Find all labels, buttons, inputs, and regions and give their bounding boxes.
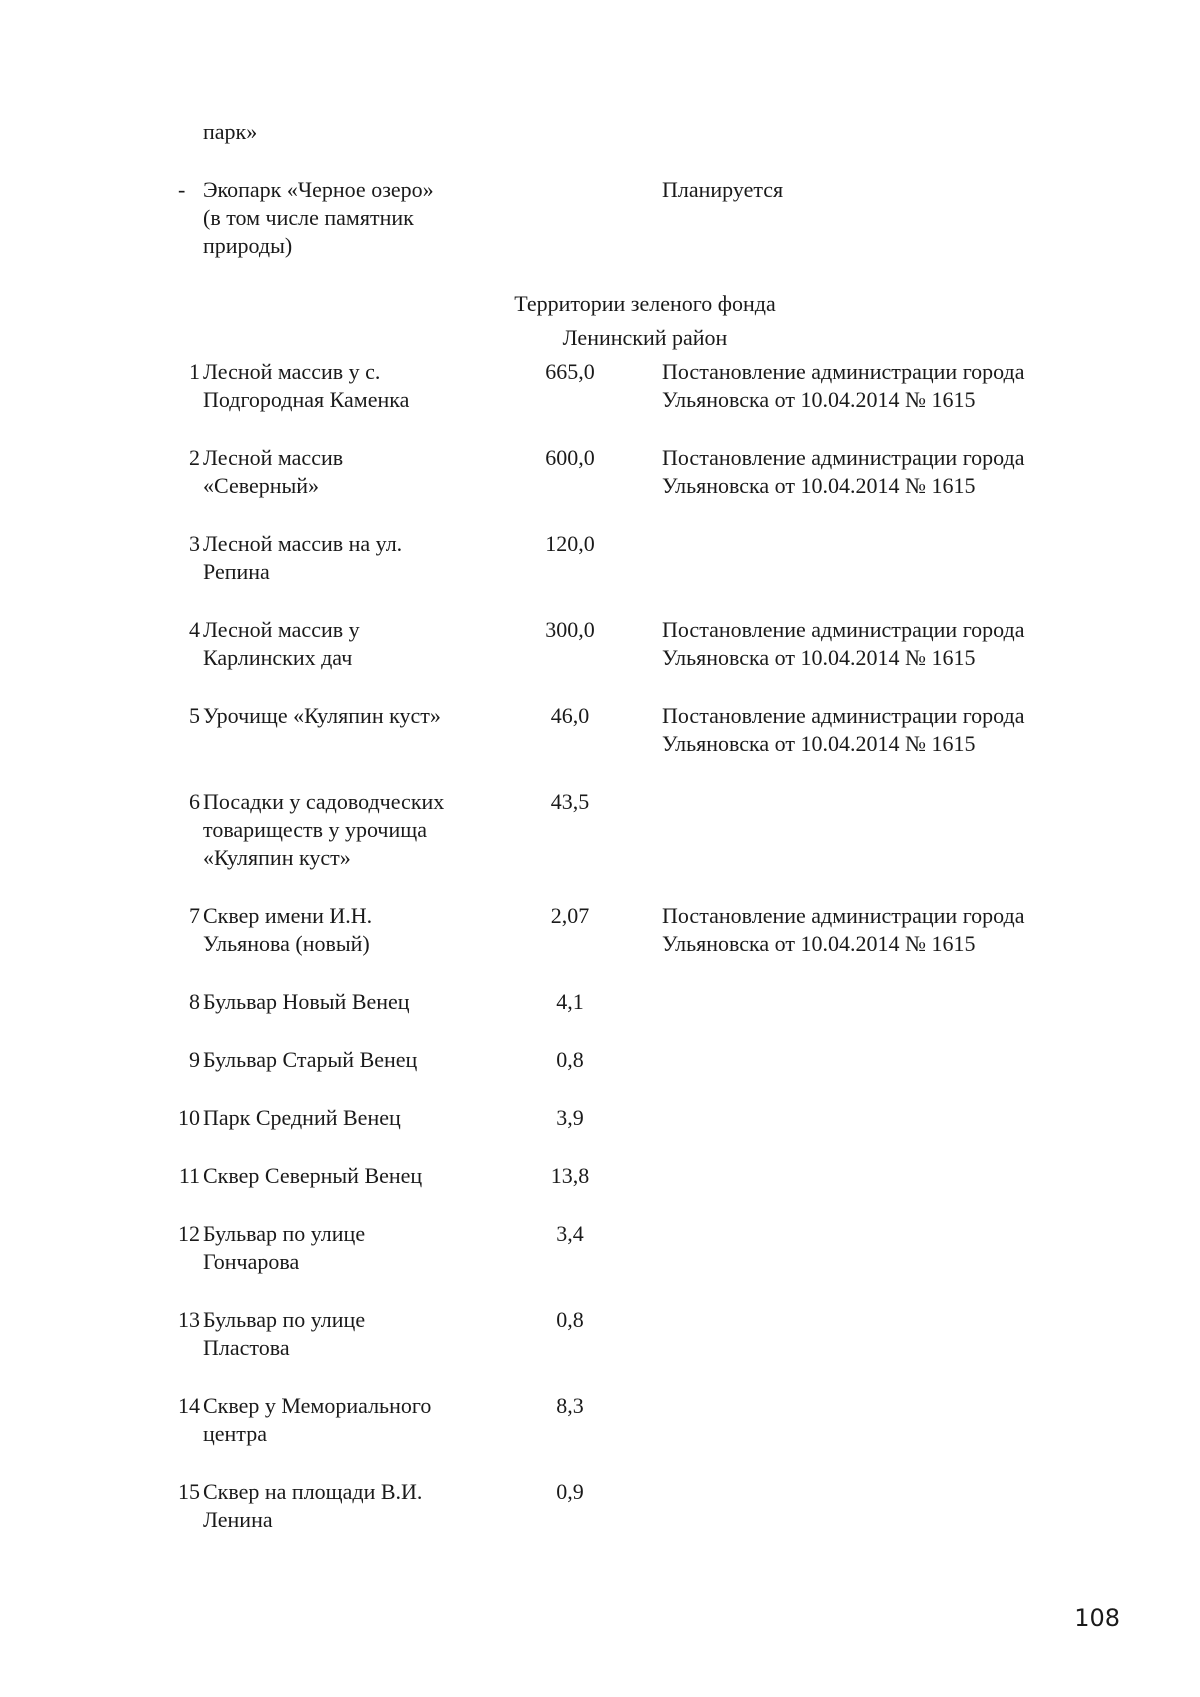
row-name: Сквер на площади В.И. Ленина	[203, 1479, 423, 1532]
row-number: 1	[189, 359, 200, 384]
row-name: Сквер имени И.Н. Ульянова (новый)	[203, 903, 373, 956]
row-name: Урочище «Куляпин куст»	[203, 703, 441, 728]
row-area: 0,8	[556, 1307, 584, 1332]
row-area: 43,5	[550, 789, 590, 814]
row-area: 13,8	[550, 1163, 590, 1188]
row-number: 6	[189, 789, 200, 814]
row-document: Постановление администрации города Ульяновска от 10.04.2014 № 1615	[662, 617, 1025, 670]
row-name: Бульвар по улице Гончарова	[203, 1221, 366, 1274]
row-name: Парк Средний Венец	[203, 1105, 401, 1130]
row-number: 11	[178, 1163, 200, 1188]
row-number: 8	[189, 989, 200, 1014]
row-number: 5	[189, 703, 200, 728]
row-document: Постановление администрации города Ульяновска от 10.04.2014 № 1615	[662, 903, 1025, 956]
row-area: 8,3	[556, 1393, 584, 1418]
row-name: Бульвар по улице Пластова	[203, 1307, 366, 1360]
row-area: 300,0	[545, 617, 595, 642]
row-area: 0,9	[556, 1479, 584, 1504]
row-name: Лесной массив на ул. Репина	[203, 531, 403, 584]
row-number: 2	[189, 445, 200, 470]
row-name: Посадки у садоводческих товариществ у урочища «Куляпин куст»	[203, 789, 445, 870]
row-number: 13	[178, 1307, 200, 1332]
row-name: Лесной массив «Северный»	[203, 445, 344, 498]
row-document: Постановление администрации города Ульяновска от 10.04.2014 № 1615	[662, 703, 1025, 756]
row-name: Сквер у Мемориального центра	[203, 1393, 432, 1446]
row-number: 12	[178, 1221, 200, 1246]
row-name: Лесной массив у с. Подгородная Каменка	[203, 359, 410, 412]
row-name: Бульвар Новый Венец	[203, 989, 410, 1014]
row-name: Лесной массив у Карлинских дач	[203, 617, 360, 670]
row-area: 665,0	[545, 359, 595, 384]
row-number: 15	[178, 1479, 200, 1504]
row-number: 3	[189, 531, 200, 556]
row-document: Постановление администрации города Ульяновска от 10.04.2014 № 1615	[662, 359, 1025, 412]
row-number: 7	[189, 903, 200, 928]
planned-item-name: Экопарк «Черное озеро» (в том числе памятник природы)	[203, 177, 434, 258]
row-area: 120,0	[545, 531, 595, 556]
page-number: 108	[1074, 1604, 1120, 1632]
list-marker: -	[178, 177, 186, 202]
section-title: Территории зеленого фонда	[514, 291, 776, 316]
row-area: 46,0	[550, 703, 590, 728]
row-area: 4,1	[556, 989, 584, 1014]
row-name: Сквер Северный Венец	[203, 1163, 423, 1188]
row-area: 3,9	[556, 1105, 584, 1130]
row-number: 14	[178, 1393, 200, 1418]
row-area: 2,07	[550, 903, 590, 928]
row-area: 3,4	[556, 1221, 584, 1246]
district-title: Ленинский район	[562, 325, 728, 350]
row-area: 0,8	[556, 1047, 584, 1072]
row-area: 600,0	[545, 445, 595, 470]
continuation-text: парк»	[203, 119, 258, 144]
row-number: 4	[189, 617, 200, 642]
row-name: Бульвар Старый Венец	[203, 1047, 418, 1072]
planned-item-status: Планируется	[662, 177, 784, 202]
row-number: 9	[189, 1047, 200, 1072]
row-number: 10	[178, 1105, 200, 1130]
row-document: Постановление администрации города Ульяновска от 10.04.2014 № 1615	[662, 445, 1025, 498]
